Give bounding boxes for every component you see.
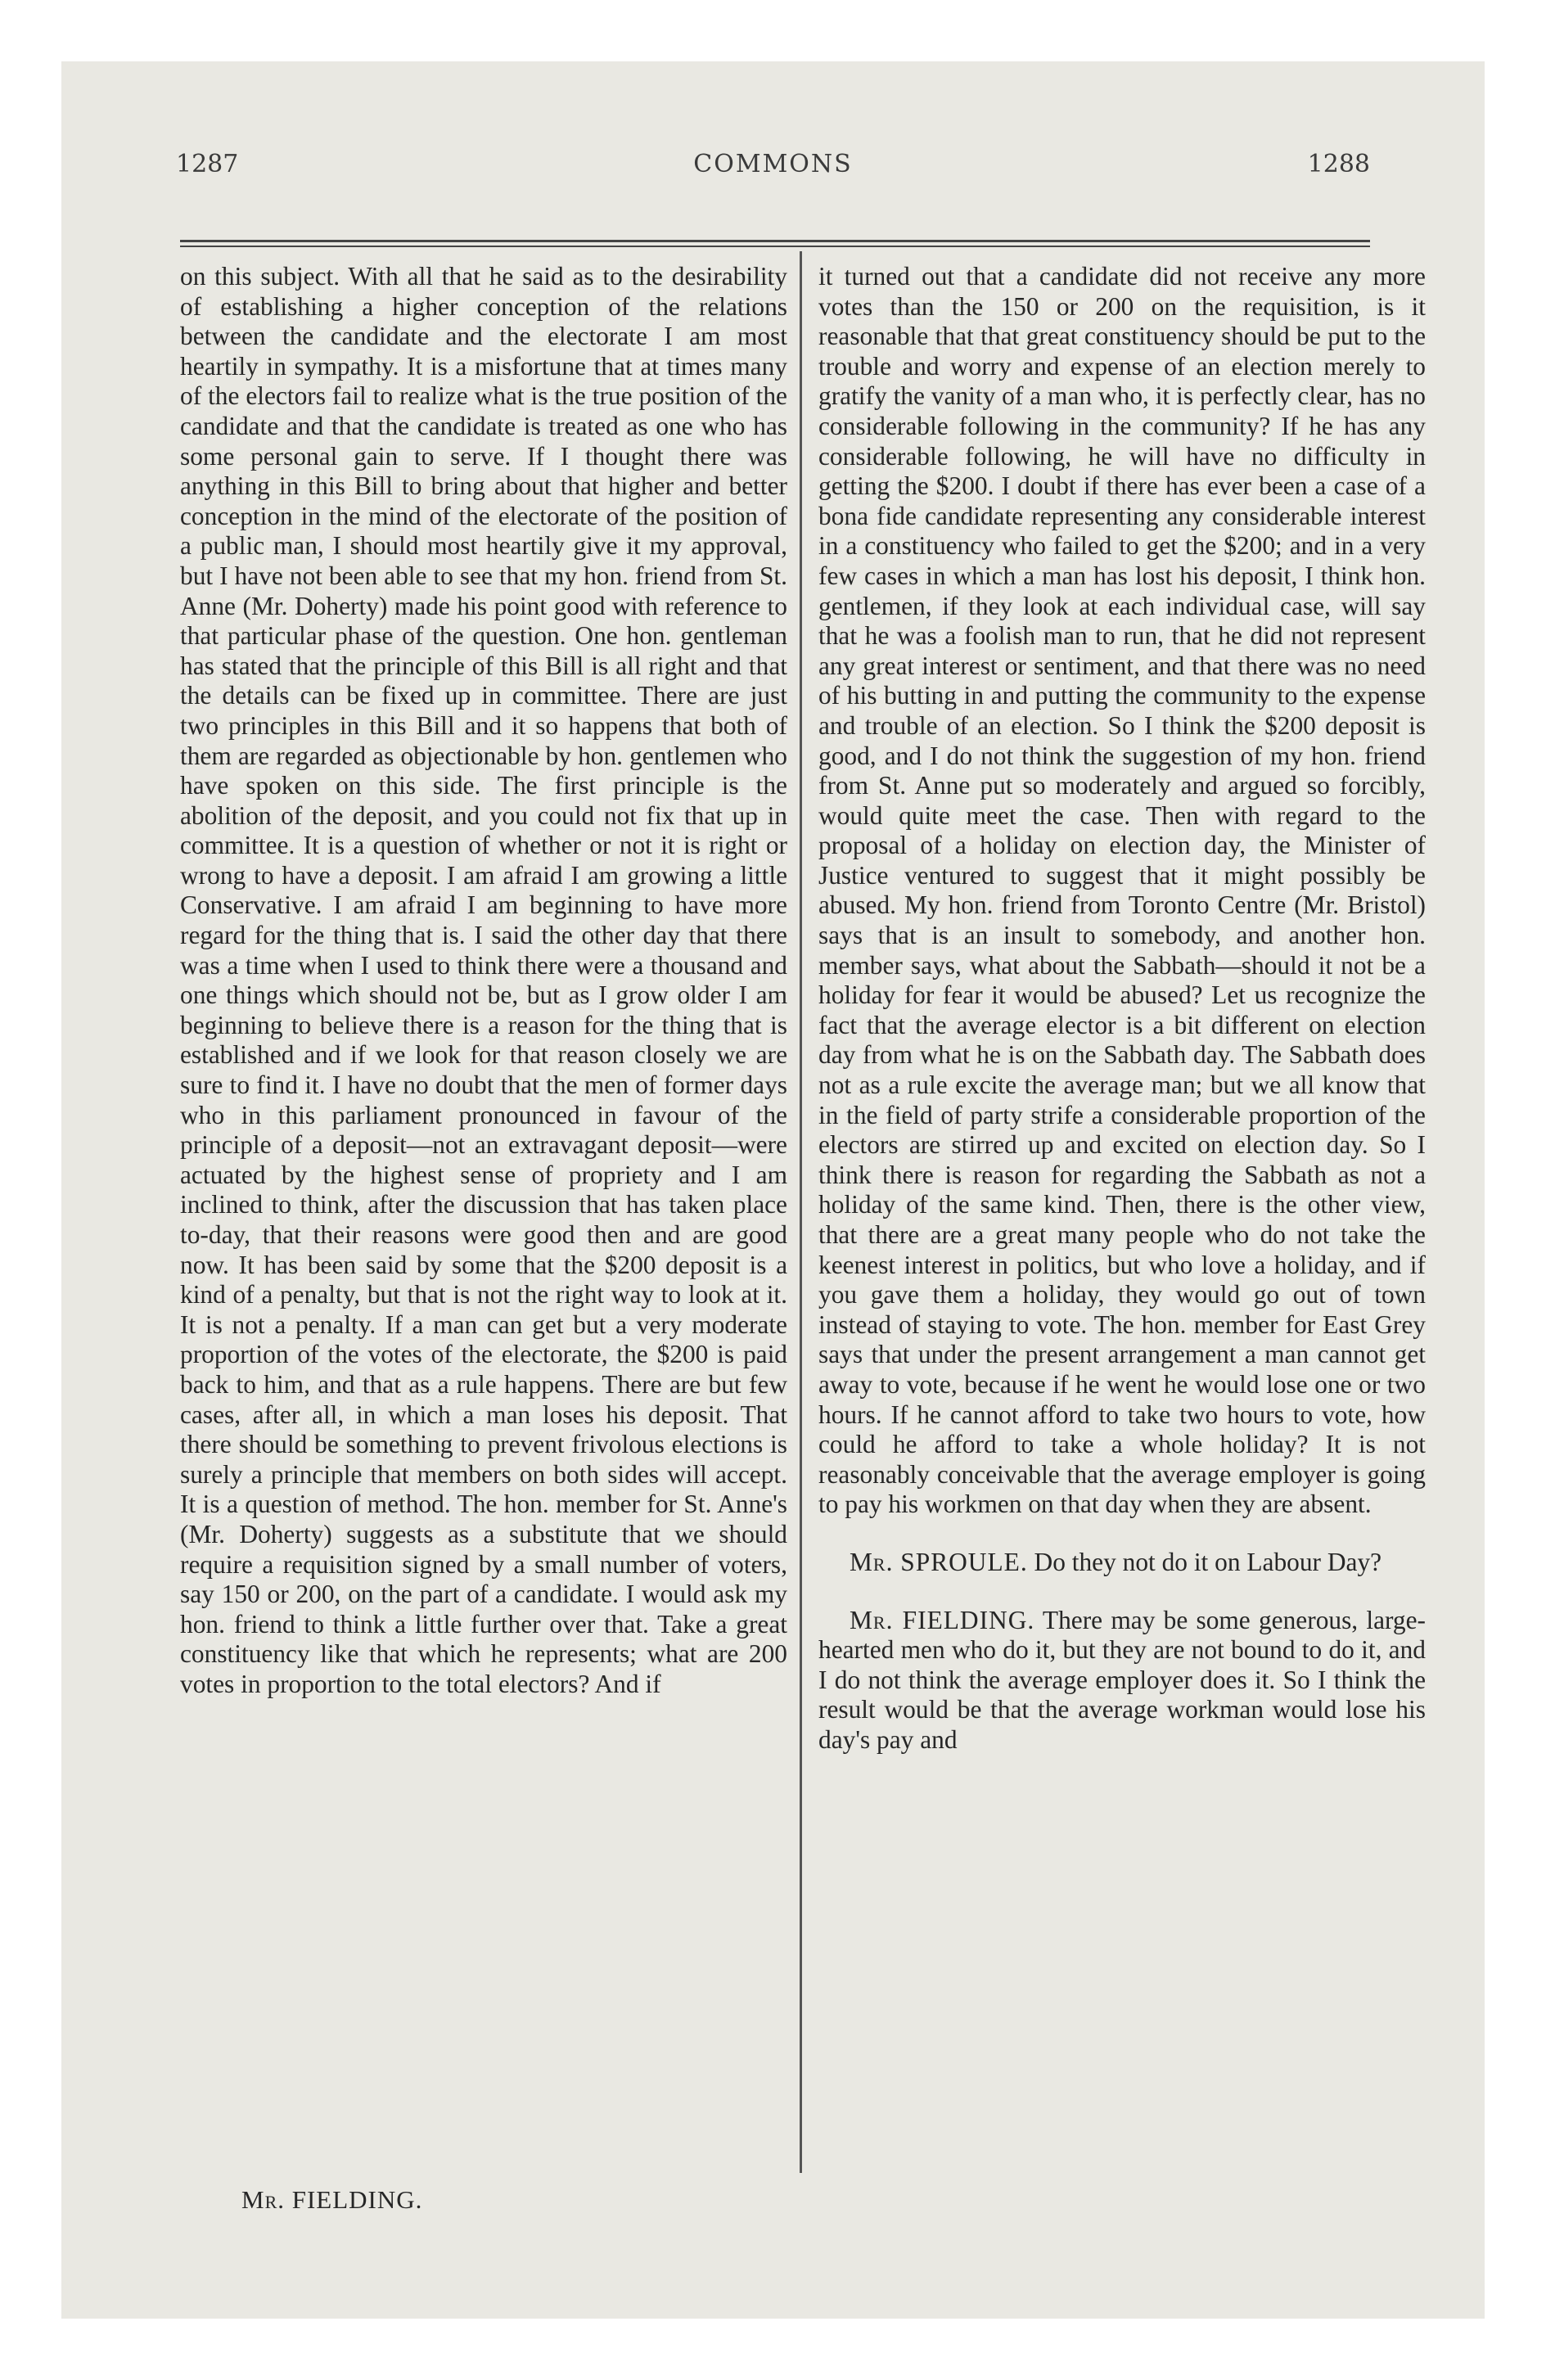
page-title: COMMONS: [693, 150, 853, 178]
speaker-name: Mr. FIELDING.: [850, 1605, 1035, 1634]
left-column: [180, 262, 787, 1700]
left-column-text: on this subject. With all that he said as to the desirability of establishing a higher conception of the relations between the candidate and the electorate I am most heartily in sympathy. It is a misfortune that at times many of the electors fail to realize what is the true position of the candidate and that the candidate is treated as one who has some personal gain to serve. If I thought there was anything in this Bill to bring about that higher and better conception in the mind of the electorate of the position of a public man, I should most heartily give it my approval, but I have not been able to see that my hon. friend from St. Anne (Mr. Doherty) made his point good with reference to that particular phase of the question. One hon. gentleman has stated that the principle of this Bill is all right and that the details can be fixed up in committee. There are just two principles in this Bill and it so happens that both of them are regarded as objectionable by hon. gentlemen who have spoken on this side. The first principle is the abolition of the deposit, and you could not fix that up in committee. It is a question of whether or not it is right or wrong to have a deposit. I am afraid I am growing a little Conservative. I am afraid I am beginning to have more regard for the thing that is. I said the other day that there was a time when I used to think there were a thousand and one things which should not be, but as I grow older I am beginning to believe there is a reason for the thing that is established and if we look for that reason closely we are sure to find it. I have no doubt that the men of former days who in this parliament pronounced in favour of the principle of a deposit—not an extravagant deposit—were actuated by the highest sense of propriety and I am inclined to think, after the discussion that has taken place to-day, that their reasons were good then and are good now. It has been said by some that the $200 deposit is a kind of a penalty, but that is not the right way to look at it. It is not a penalty. If a man can get but a very moderate proportion of the votes of the electorate, the $200 is paid back to him, and that as a rule happens. There are but few cases, after all, in which a man loses his deposit. That there should be something to prevent frivolous elections is surely a principle that members on both sides will accept. It is a question of method. The hon. member for St. Anne's (Mr. Doherty) suggests as a substitute that we should require a requisition signed by a small number of voters, say 150 or 200, on the part of a candidate. I would ask my hon. friend to think a little further over that. Take a great constituency like that which he represents; what are 200 votes in proportion to the total electors? And if: [180, 262, 787, 1698]
speech-text: Do they not do it on Labour Day?: [1034, 1547, 1382, 1576]
page-number-left: 1287: [176, 150, 239, 178]
right-paragraph-2: [818, 1548, 1426, 1578]
scanned-page: [61, 61, 1485, 2319]
speech-text: There may be some generous, large-hearted men who do it, but they are not bound to do it, and I do not think the average employer does it. So I think the result would be that the average workman would lose his day's pay and: [818, 1605, 1426, 1754]
right-column: [818, 262, 1426, 1756]
column-divider: [800, 251, 802, 2173]
right-paragraph-1: it turned out that a candidate did not receive any more votes than the 150 or 200 on the requisition, is it reasonable that that great constituency should be put to the trouble and worry and expense of an election merely to gratify the vanity of a man who, it is perfectly clear, has no considerable following in the community? If he has any considerable following, he will have no difficulty in getting the $200. I doubt if there has ever been a case of a bona fide candidate representing any considerable interest in a constituency who failed to get the $200; and in a very few cases in which a man has lost his deposit, I think hon. gentlemen, if they look at each individual case, will say that he was a foolish man to run, that he did not represent any great interest or sentiment, and that there was no need of his butting in and putting the community to the expense and trouble of an election. So I think the $200 deposit is good, and I do not think the suggestion of my hon. friend from St. Anne put so moderately and argued so forcibly, would quite meet the case. Then with regard to the proposal of a holiday on election day, the Minister of Justice ventured to suggest that it might possibly be abused. My hon. friend from Toronto Centre (Mr. Bristol) says that is an insult to somebody, and another hon. member says, what about the Sabbath—should it not be a holiday for fear it would be abused? Let us recognize the fact that the average elector is a bit different on election day from what he is on the Sabbath day. The Sabbath does not as a rule excite the average man; but we all know that in the field of party strife a considerable proportion of the electors are stirred up and excited on election day. So I think there is reason for regarding the Sabbath as not a holiday of the same kind. Then, there is the other view, that there are a great many people who do not take the keenest interest in politics, but who love a holiday, and if you gave them a holiday, they would go out of town instead of staying to vote. The hon. member for East Grey says that under the present arrangement a man cannot get away to vote, because if he went he would lose one or two hours. If he cannot afford to take two hours to vote, how could he afford to take a whole holiday? It is not reasonably conceivable that the average employer is going to pay his workmen on that day when they are absent.: [818, 262, 1426, 1519]
page-header: [61, 150, 1485, 191]
header-rule-thin: [180, 246, 1370, 247]
speaker-name: Mr. SPROULE.: [850, 1547, 1028, 1576]
right-paragraph-3: [818, 1606, 1426, 1756]
page-number-right: 1288: [1307, 150, 1370, 178]
catchword: Mr. FIELDING.: [241, 2185, 423, 2214]
header-rule: [180, 240, 1370, 242]
